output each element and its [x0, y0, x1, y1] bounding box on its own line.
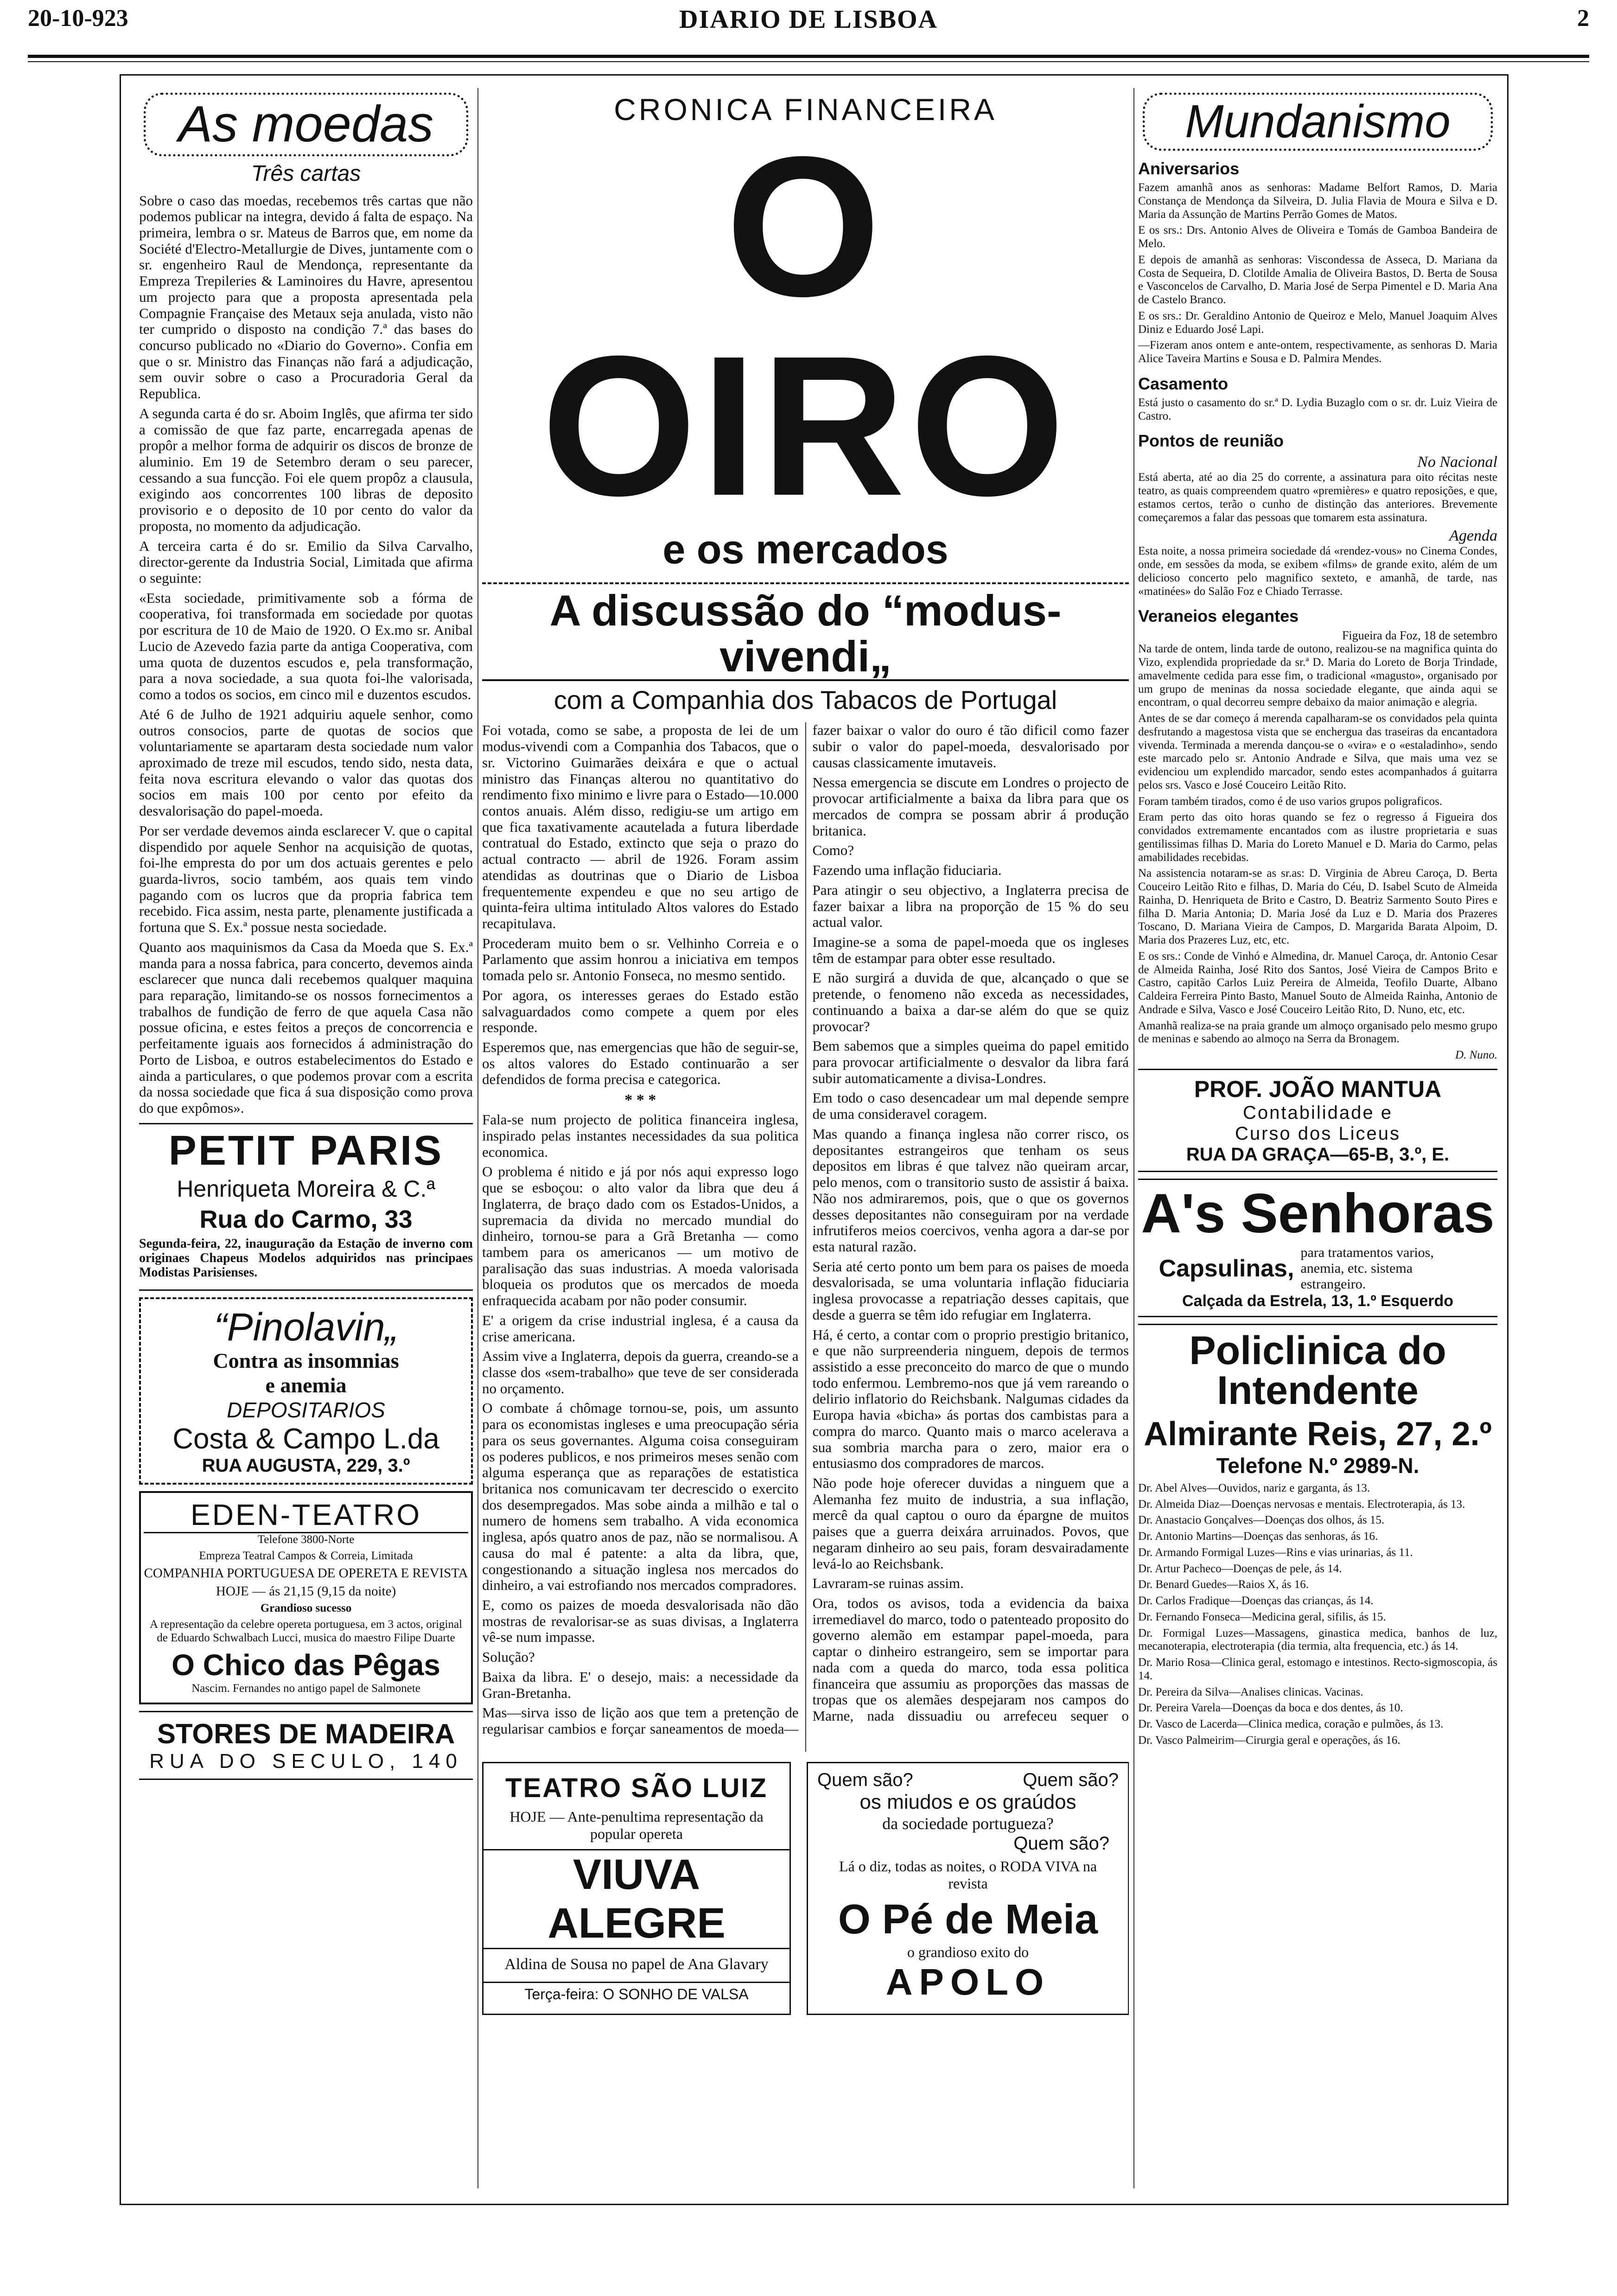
paragraph: Fazem amanhã anos as senhoras: Madame Belfort Ramos, D. Maria Constança de Mendonça da Silveira, D. Julia Flavia de Moura e Silva e D. Maria da Assunção de Martins Perrão Gomes de Matos.	[1138, 181, 1497, 221]
paragraph: E, como os paizes de moeda desvalorisada não dão mostras de revalorisar-se as suas divisas, a Inglaterra vê-se num impasse.	[482, 1597, 799, 1645]
list-item: Dr. Armando Formigal Luzes—Rins e vias urinarias, ás 11.	[1138, 1546, 1413, 1559]
ad-line: Capsulinas,	[1159, 1255, 1294, 1282]
ad-stores-madeira	[139, 1711, 473, 1780]
ad-line: Contabilidade e	[1243, 1102, 1393, 1123]
ad-line: Contra as insomnias	[213, 1349, 399, 1373]
paragraph: Solução?	[482, 1649, 535, 1665]
ad-line: e anemia	[265, 1373, 347, 1397]
ad-prof-mantua	[1138, 1069, 1497, 1172]
list-item: Dr. Abel Alves—Ouvidos, nariz e garganta, ás 13.	[1138, 1481, 1370, 1494]
list-item: Dr. Benard Guedes—Raios X, ás 16.	[1138, 1578, 1309, 1591]
ad-teatro-sao-luiz	[482, 1762, 791, 2015]
section-kicker: CRONICA FINANCEIRA	[614, 92, 997, 127]
page-header	[28, 5, 1589, 37]
header-rule	[28, 55, 1589, 58]
ad-address: Calçada da Estrela, 13, 1.º Esquerdo	[1182, 1292, 1453, 1310]
list-item: Dr. Pereira Varela—Doenças da boca e dos dentes, ás 10.	[1138, 1702, 1403, 1715]
paragraph: Esta noite, a nossa primeira sociedade dá «rendez-vous» no Cinema Condes, onde, em sessões da moda, se exibem «films» de grande exito, além de um delicioso concerto pelo magnifico sexteto, e amanhã, de tarde, nas «matinées» do Salão Foz e Chiado Terrasse.	[1138, 545, 1497, 598]
ad-name: PROF. JOÃO MANTUA	[1194, 1076, 1442, 1102]
dateline: Figueira da Foz, 18 de setembro	[1342, 629, 1497, 643]
issue-date: 20-10-923	[28, 5, 128, 32]
ad-name: EDEN-TEATRO	[144, 1498, 468, 1533]
ad-phone: Telefone N.º 2989-N.	[1216, 1453, 1420, 1478]
subsection-heading: Agenda	[1449, 527, 1497, 545]
ad-line: Grandioso sucesso	[260, 1602, 352, 1615]
ad-line: Nascim. Fernandes no antigo papel de Salmonete	[191, 1682, 420, 1695]
ad-apolo	[807, 1762, 1129, 2015]
ad-row	[1138, 1245, 1497, 1292]
ad-text: Segunda-feira, 22, inauguração da Estação de inverno com originaes Chapeus Modelos adquiridos nas principaes Modistas Parisienses.	[139, 1236, 473, 1280]
paragraph: Até 6 de Julho de 1921 adquiriu aquele senhor, como outros consocios, parte de quotas de socios que voluntariamente se apartaram desta sociedade num valor aproximado de treze mil escudos, tendo sido, nesta data, feita nova escritura elevando o valor das quotas dos socios em mais 100 por cento por efeito da desvalorisação do papel-moeda.	[139, 706, 473, 819]
ad-name: Policlinica do Intendente	[1189, 1328, 1446, 1413]
section-heading: Veraneios elegantes	[1138, 606, 1299, 626]
ad-line: O Chico das Pêgas	[172, 1648, 440, 1682]
paragraph: Antes de se dar começo á merenda capalharam-se os convidados pela quinta desfrutando a magestosa vista que se enchergua das traseiras da encantadora vivenda. Terminada a merenda dançou-se o «vira» e o «estaladinho», sendo este marcado pelo sr. Antonio Andrade e Silva, que mais uma vez se evidenciou um explendido marcador, sendo estes acompanhados á guitarra pelos srs. Vasco e José Couceiro Leitão Rito.	[1138, 712, 1497, 791]
ad-line: Costa & Campo L.da	[172, 1423, 439, 1455]
paragraph: Nessa emergencia se discute em Londres o projecto de provocar artificialmente a baixa da libra para que os mercados de compra se possam abrir á produção britanica.	[812, 774, 1129, 839]
list-item: Dr. Vasco Palmeirim—Cirurgia geral e operações, ás 16.	[1138, 1734, 1401, 1747]
paragraph: Por ser verdade devemos ainda esclarecer V. que o capital dispendido por aquele Senhor na acquisição de quotas, foi-lhe empresta do por um dos actuais gerentes e pelo guarda-livros, socio também, aos quais tem vindo pagando com os lucros que da propria fabrica tem recebido. Fica assim, nesta parte, plenamente justificada a fortuna que S. Ex.ª possue nesta sociedade.	[139, 822, 473, 936]
paragraph: Procederam muito bem o sr. Velhinho Correia e o Parlamento que assim honrou a iniciativa em tempos tomada pelo sr. Antonio Fonseca, no mesmo sentido.	[482, 935, 799, 984]
ad-line: APOLO	[885, 1961, 1050, 2003]
ad-line: Aldina de Sousa no papel de Ana Glavary	[504, 1956, 769, 1973]
ad-address: RUA DA GRAÇA—65-B, 3.º, E.	[1186, 1144, 1450, 1165]
center-column	[482, 83, 1129, 2188]
paragraph: Quanto aos maquinismos da Casa da Moeda que S. Ex.ª manda para a nossa fabrica, para concerto, devemos ainda esclarecer que nunca dali recebemos qualquer maquina para reparação, limitando-se os nossos fornecimentos a trabalhos de fundição de ferro de que aquela Casa não possue oficina, e estes feitos a preços de concorrencia e perfeitamente iguais aos fornecidos á administração do Porto de Lisboa, e outros estabelecimentos do Estado e ainda a particulares, o que podemos provar com a escrita da nossa sociedade que fica á sua disposição como prova do que expômos».	[139, 938, 473, 1116]
ad-line: DEPOSITARIOS	[227, 1398, 385, 1422]
paragraph: O combate á chômage tornou-se, pois, um assunto para os economistas ingleses e uma preocupação séria para os seus governantes. Alguma coisa conseguiram os poderes publicos, e nos primeiros meses senão com alguma esperança que as reparações de estatistica britanica nos comunicavam ter decrescido o exercito dos desempregados. Mas sobe ainda a milhão e tal o numero de homens sem trabalho. A vida economica inglesa, após quatro anos de paz, não se normalisou. A causa do mal é patente: a alta da libra, que, congestionando a situação inglesa nos mercados do dinheiro, a vai estrofiando nos mercados compradores.	[482, 1400, 799, 1594]
ad-eden-teatro	[139, 1491, 473, 1704]
paragraph: E depois de amanhã as senhoras: Viscondessa de Asseca, D. Mariana da Costa de Sequeira, D. Clotilde Amalia de Oliveira Bastos, D. Berta de Sousa e Vasconcelos de Carvalho, D. Maria José de Serpa Pimentel e D. Maria Ana de Castelo Branco.	[1138, 253, 1497, 306]
main-title: O OIRO	[541, 115, 1070, 537]
ad-line: VIUVA ALEGRE	[484, 1849, 789, 1949]
ad-line: da sociedade portugueza?	[882, 1814, 1054, 1833]
paragraph: Lavraram-se ruinas assim.	[812, 1575, 964, 1592]
list-item: Dr. Almeida Diaz—Doenças nervosas e mentais. Electroterapia, ás 13.	[1138, 1498, 1465, 1511]
ad-line: HOJE — ás 21,15 (9,15 da noite)	[216, 1584, 396, 1599]
list-item: Dr. Artur Pacheco—Doenças de pele, ás 14.	[1138, 1562, 1342, 1575]
header-rule-thin	[28, 61, 1589, 62]
signature: D. Nuno.	[1455, 1049, 1497, 1061]
ad-line: RUA AUGUSTA, 229, 3.º	[202, 1455, 410, 1476]
paragraph: Fala-se num projecto de politica financeira inglesa, inspirado pelas instantes necessidades da sua politica economica.	[482, 1111, 799, 1160]
paragraph: A segunda carta é do sr. Aboim Inglês, que afirma ter sido a comissão de que faz parte, encarregada apenas de propôr a melhor forma de adquirir os discos de bronze de aluminio. Em 19 de Setembro deram o seu parecer, cessando a sua funcção. Foi ele quem propôz a clausula, exigindo aos concorrentes 100 libras de deposito provisorio e o deposito de 10 por cento do valor da proposta, no momento da adjudicação.	[139, 405, 473, 534]
ad-address: Rua do Carmo, 33	[199, 1205, 413, 1233]
ad-name: PETIT PARIS	[168, 1127, 444, 1174]
doctor-list	[1138, 1482, 1497, 1748]
ad-line: Empreza Teatral Campos & Correia, Limitada	[199, 1549, 413, 1562]
ad-line: A representação da celebre opereta portuguesa, em 3 actos, original de Eduardo Schwalbach Lucci, musica do maestro Filipe Duarte	[150, 1618, 462, 1644]
article-headline: A discussão do “modus-vivendi„	[482, 582, 1129, 681]
ad-line: Quem são?	[817, 1770, 913, 1791]
paragraph: Sobre o caso das moedas, recebemos três cartas que não podemos publicar na integra, devido á falta de espaço. Na primeira, lembra o sr. Mateus de Barros que, em nome da Société d'Electro-Metallurgie de Dives, juntamente com o sr. engenheiro Raul de Mendonça, representante da Empreza Trepileries & Laminoires du Havre, apresentou um projecto para que a proposta apresentada pela Compagnie Française des Metaux seja anulada, visto não ter cumprido o disposto na condição 7.ª das bases do concurso publicado no «Diario do Governo». Confia em que o sr. Ministro das Finanças não fará a adjudicação, sem ouvir sobre o caso a Procuradoria Geral da Republica.	[139, 192, 473, 402]
paragraph: Mas quando a finança inglesa não correr risco, os depositantes estrangeiros que tenham os seus depositos em libras é que talvez não queiram arcar, pelo menos, com o transitorio susto de assistir á baixa. Não nos admiraremos, pois, que o que os governos desses depositantes não conseguiram por na verdade infrutiferos meios coercivos, venha agora a dar-se por esta natural razão.	[812, 1125, 1129, 1255]
paragraph: E os srs.: Drs. Antonio Alves de Oliveira e Tomás de Gamboa Bandeira de Melo.	[1138, 224, 1497, 250]
section-heading: Casamento	[1138, 374, 1229, 393]
paragraph: —Fizeram anos ontem e ante-ontem, respectivamente, as senhoras D. Maria Alice Taveira Martins e Sousa e D. Palmira Mendes.	[1138, 339, 1497, 365]
paragraph: Para atingir o seu objectivo, a Inglaterra precisa de fazer baixar a libra na proporção de 15 % do seu actual valor.	[812, 881, 1129, 931]
ad-line: COMPANHIA PORTUGUESA DE OPERETA E REVISTA	[144, 1565, 468, 1581]
list-item: Dr. Vasco de Lacerda—Clinica medica, coração e pulmões, ás 13.	[1138, 1718, 1444, 1730]
ad-line: Quem são?	[1013, 1833, 1109, 1854]
paragraph: Esperemos que, nas emergencias que hão de seguir-se, os altos valores do Estado continuarão a ser defendidos de forma precisa e categorica.	[482, 1039, 799, 1088]
paragraph: Há, é certo, a contar com o proprio prestigio britanico, e que não surpreenderia ninguem, depois de termos assistido a esse preconceito do marco de que o mundo todo enfermou. Lembremo-nos que já vem rareando o delirio inflatorio do Reichsbank. Nalgumas cidades da Europa havia «bicha» ás portas dos cambistas para a compra do marco. Quanto mais o marco acelerava a sua sombria marcha para o zero, maior era o entusiasmo dos compradores de marcos.	[812, 1326, 1129, 1472]
ad-line: Terça-feira: O SONHO DE VALSA	[484, 1982, 789, 2003]
paragraph: Imagine-se a soma de papel-moeda que os ingleses têm de estampar para obter esse resultado.	[812, 934, 1129, 966]
paragraph: E' a origem da crise industrial inglesa, é a causa da crise americana.	[482, 1312, 799, 1345]
list-item: Dr. Pereira da Silva—Analises clinicas. Vacinas.	[1138, 1685, 1363, 1698]
ad-line: O Pé de Meia	[838, 1896, 1098, 1943]
paragraph: Está justo o casamento do sr.ª D. Lydia Buzaglo com o sr. dr. Luiz Vieira de Castro.	[1138, 396, 1497, 422]
ad-line: HOJE — Ante-penultima representação da popular opereta	[509, 1808, 764, 1843]
ad-line: para tratamentos varios, anemia, etc. sistema estrangeiro.	[1300, 1244, 1434, 1292]
ad-line: Quem são?	[1023, 1770, 1119, 1791]
ad-line: Lá o diz, todas as noites, o RODA VIVA na revista	[839, 1858, 1097, 1892]
paragraph: Está aberta, até ao dia 25 do corrente, a assinatura para oito récitas neste teatro, as quais compreendem quatro «premières» e quatro reposições, e que, estamos certos, terão o cunho de distinção das anteriores. Brevemente começaremos a falar das pessoas que tomarem esta assinatura.	[1138, 471, 1497, 524]
article-subtitle: Três cartas	[251, 161, 361, 186]
paragraph: Eram perto das oito horas quando se fez o regresso á Figueira dos convidados extremamente encantados com as ilustre proprietaria e suas gentilissimas filhas D. Maria do Loreto Manuel e D. Maria do Carmo, pelas amabilidades recebidas.	[1138, 811, 1497, 864]
paragraph: Na tarde de ontem, linda tarde de outono, realizou-se na magnifica quinta do Vizo, explendida propriedade da sr.ª D. Maria do Loreto de Borja Trindade, amavelmente cedida para esse fim, o tradicional «magusto», organisado por um grupo de meninas da nossa sociedade elegante, que ainda aqui se encontram, o qual decorreu sempre debaixo da maior animação e alegria.	[1138, 643, 1497, 709]
ad-petit-paris	[139, 1123, 473, 1291]
ad-address: Almirante Reis, 27, 2.º	[1144, 1415, 1492, 1453]
column-divider	[477, 88, 478, 2188]
section-title-mundanismo: Mundanismo	[1143, 93, 1493, 151]
ad-name: TEATRO SÃO LUIZ	[505, 1773, 768, 1804]
ad-line: o grandioso exito do	[907, 1944, 1029, 1961]
paragraph: «Esta sociedade, primitivamente sob a fórma de cooperativa, foi transformada em sociedade por quotas por escritura de 10 de Maio de 1920. O Ex.mo sr. Anibal Lucio de Azevedo fazia parte da antiga Cooperativa, com uma quota de duzentos escudos e, pela transformação, para a nova sociedade, a sua quota foi-lhe valorisada, como a todos os socios, em cinco mil e duzentos escudos.	[139, 589, 473, 703]
ad-line: Telefone 3800-Norte	[257, 1533, 355, 1546]
page-number: 2	[1577, 5, 1589, 32]
list-item: Dr. Anastacio Gonçalves—Doenças dos olhos, ás 15.	[1138, 1514, 1385, 1527]
left-column	[139, 83, 473, 2188]
paragraph: Não pode hoje oferecer duvidas a ninguem que a Alemanha fez muito de industria, a sua inflação, mercê da qual captou o ouro da épargne de muitos paises que a guerra deixára arruinados. Povos, que negaram dinheiro ao seu pais, foram desvairadamente levá-lo ao Reichsbank.	[812, 1475, 1129, 1572]
paragraph: Foram também tirados, como é de uso varios grupos poligraficos.	[1138, 795, 1443, 808]
list-item: Dr. Mario Rosa—Clinica geral, estomago e intestinos. Recto-sigmoscopia, ás 14.	[1138, 1656, 1497, 1682]
bottom-ads	[482, 1762, 1129, 2022]
ad-address: RUA DO SECULO, 140	[149, 1750, 463, 1773]
section-heading: Aniversarios	[1138, 159, 1240, 178]
paragraph: Por agora, os interesses geraes do Estado estão salvaguardados como compete a quem por eles responde.	[482, 987, 799, 1036]
ad-name: A's Senhoras	[1141, 1182, 1495, 1244]
list-item: Dr. Antonio Martins—Doenças das senhoras, ás 16.	[1138, 1530, 1378, 1543]
ad-name: STORES DE MADEIRA	[157, 1718, 455, 1750]
section-heading: Pontos de reunião	[1138, 431, 1284, 451]
subsection-heading: No Nacional	[1417, 453, 1497, 471]
paragraph: Baixa da libra. E' o desejo, mais: a necessidade da Gran-Bretanha.	[482, 1668, 799, 1701]
ad-policlinica	[1138, 1324, 1497, 1756]
ad-pinolavin	[139, 1297, 473, 1485]
main-title-sub: e os mercados	[662, 526, 949, 572]
paragraph: E não surgirá a duvida de que, alcançado o que se pretende, o fenomeno não exceda as necessidades, continuando a baixa a dar-se além do que se quiz provocar?	[812, 969, 1129, 1034]
ad-line: Curso dos Liceus	[1235, 1123, 1401, 1144]
ad-name: “Pinolavin„	[214, 1305, 398, 1349]
list-item: Dr. Formigal Luzes—Massagens, ginastica medica, banhos de luz, mecanoterapia, electroterapia (dia termia, alta frequencia, etc.) ás 14.	[1138, 1626, 1497, 1653]
paragraph: Fazendo uma inflação fiduciaria.	[812, 862, 1002, 879]
column-divider	[1133, 88, 1134, 2188]
paragraph: Em todo o caso desencadear um mal depende sempre de uma consideravel coragem.	[812, 1090, 1129, 1122]
paragraph: Seria até certo ponto um bem para os paises de moeda desvalorisada, se uma voluntaria inflação fiduciaria inglesa provocasse a repatriação desses capitais, que desde a guerra se têm ido refugiar em Inglaterra.	[812, 1258, 1129, 1323]
ad-as-senhoras	[1138, 1179, 1497, 1317]
paragraph: Foi votada, como se sabe, a proposta de lei de um modus-vivendi com a Companhia dos Tabacos, que o sr. Victorino Guimarães deixára e que o actual ministro das Finanças alterou no quantitativo do rendimento fixo minimo e livre para o Estado—10.000 contos anuais. Além disso, redigiu-se um artigo em que fica taxativamente acautelada a futura liberdade contratual do Estado, extincto que seja o prazo do actual contracto — abril de 1926. Foram assim atendidas as doutrinas que o Diario de Lisboa frequentemente expendeu e que no seu artigo de quinta-feira ultima intitulado Altos valores do Estado recapitulava.	[482, 722, 799, 931]
paragraph: Amanhã realiza-se na praia grande um almoço organisado pelo mesmo grupo de meninas e sabendo ao almoço na Serra da Bronagem.	[1138, 1019, 1497, 1046]
article-subhead: com a Companhia dos Tabacos de Portugal	[554, 685, 1057, 715]
paragraph: O problema é nitido e já por nós aqui expresso logo que se esboçou: o alto valor da libra que deu á Inglaterra, de braço dado com os Estados-Unidos, a supremacia da divida no mercado mundial do dinheiro, tornou-se para a Grã Bretanha — como tambem para os americanos — um motivo de paralisação das suas industrias. A moeda valorisada bloqueia os produtos que os mercados de moeda enfraquecida acabam por não poder consumir.	[482, 1163, 799, 1309]
ad-owner: Henriqueta Moreira & C.ª	[177, 1175, 435, 1202]
paragraph: Ora, todos os avisos, toda a evidencia da baixa irremediavel do marco, todo o patenteado proposito do governo alemão em estampar papel-moeda, para captar o dinheiro estrangeiro, sem se importar para nada com a queda do marco, toda essa politica financeira que assumiu as proporções das massas de tropas que os alemães despejaram nos campos do Marne, nada dissuadiu ou arrefeceu sequer o	[812, 1595, 1129, 1724]
paragraph: A terceira carta é do sr. Emilio da Silva Carvalho, director-gerente da Industria Social, Limitada que afirma o seguinte:	[139, 537, 473, 587]
right-column	[1138, 83, 1497, 2188]
paragraph: E os srs.: Dr. Geraldino Antonio de Queiroz e Melo, Manuel Joaquim Alves Diniz e Eduardo José Lapi.	[1138, 309, 1497, 336]
ad-line: os miudos e os graúdos	[859, 1791, 1076, 1814]
section-title-moedas: As moedas	[144, 93, 468, 156]
article-body	[482, 722, 1129, 1752]
newspaper-title: DIARIO DE LISBOA	[679, 5, 938, 34]
ad-row	[817, 1770, 1119, 1791]
paragraph: Na assistencia notaram-se as sr.as: D. Virginia de Abreu Caroça, D. Berta Couceiro Leitão Rito e filhas, D. Maria do Céu, D. Isabel Scuto de Almeida Rainha, D. Henriqueta de Brito e Castro, D. Beatriz Sarmento Souto Pires e filha D. Maria Antonia; D. Maria José da Luz e D. Maria dos Prazeres Toscano, D. Mariana Vieira de Campos, D. Margarida Barata Alpoim, D. Maria dos Prazeres Luz, etc, etc.	[1138, 867, 1497, 946]
paragraph: E os srs.: Conde de Vinhó e Almedina, dr. Manuel Caroça, dr. Antonio Cesar de Almeida Rainha, José Rito dos Santos, José Vieira de Campos Brito e Castro, capitão Carlos Luiz Pereira de Almeida, Teofilo Duarte, Albano Caldeira Ferreira Pinto Basto, Manuel Souto de Almeida Rainha, Antonio de Andrade e Silva, Vasco e José Couceiro Leitão Rito, D. Nuno, etc, etc.	[1138, 950, 1497, 1016]
paragraph: Assim vive a Inglaterra, depois da guerra, creando-se a classe dos «sem-trabalho» que teve de ser considerada no orçamento.	[482, 1348, 799, 1397]
paragraph: Bem sabemos que a simples queima do papel emitido para provocar artificialmente o desvalor da libra fará subir automaticamente a divisa-Londres.	[812, 1038, 1129, 1086]
paragraph: Como?	[812, 842, 854, 859]
paragraph: Mas—sirva isso de lição aos que tem a pretenção de regularisar cambios e forçar saneamentos de moeda—fazer baixar o valor do ouro é tão dificil como fazer subir o valor do papel-moeda, desvalorisado por causas classicamente imutaveis.	[482, 722, 1129, 1737]
section-break: * * *	[624, 1091, 656, 1109]
list-item: Dr. Fernando Fonseca—Medicina geral, sifilis, ás 15.	[1138, 1610, 1386, 1623]
list-item: Dr. Carlos Fradique—Doenças das crianças, ás 14.	[1138, 1594, 1374, 1607]
